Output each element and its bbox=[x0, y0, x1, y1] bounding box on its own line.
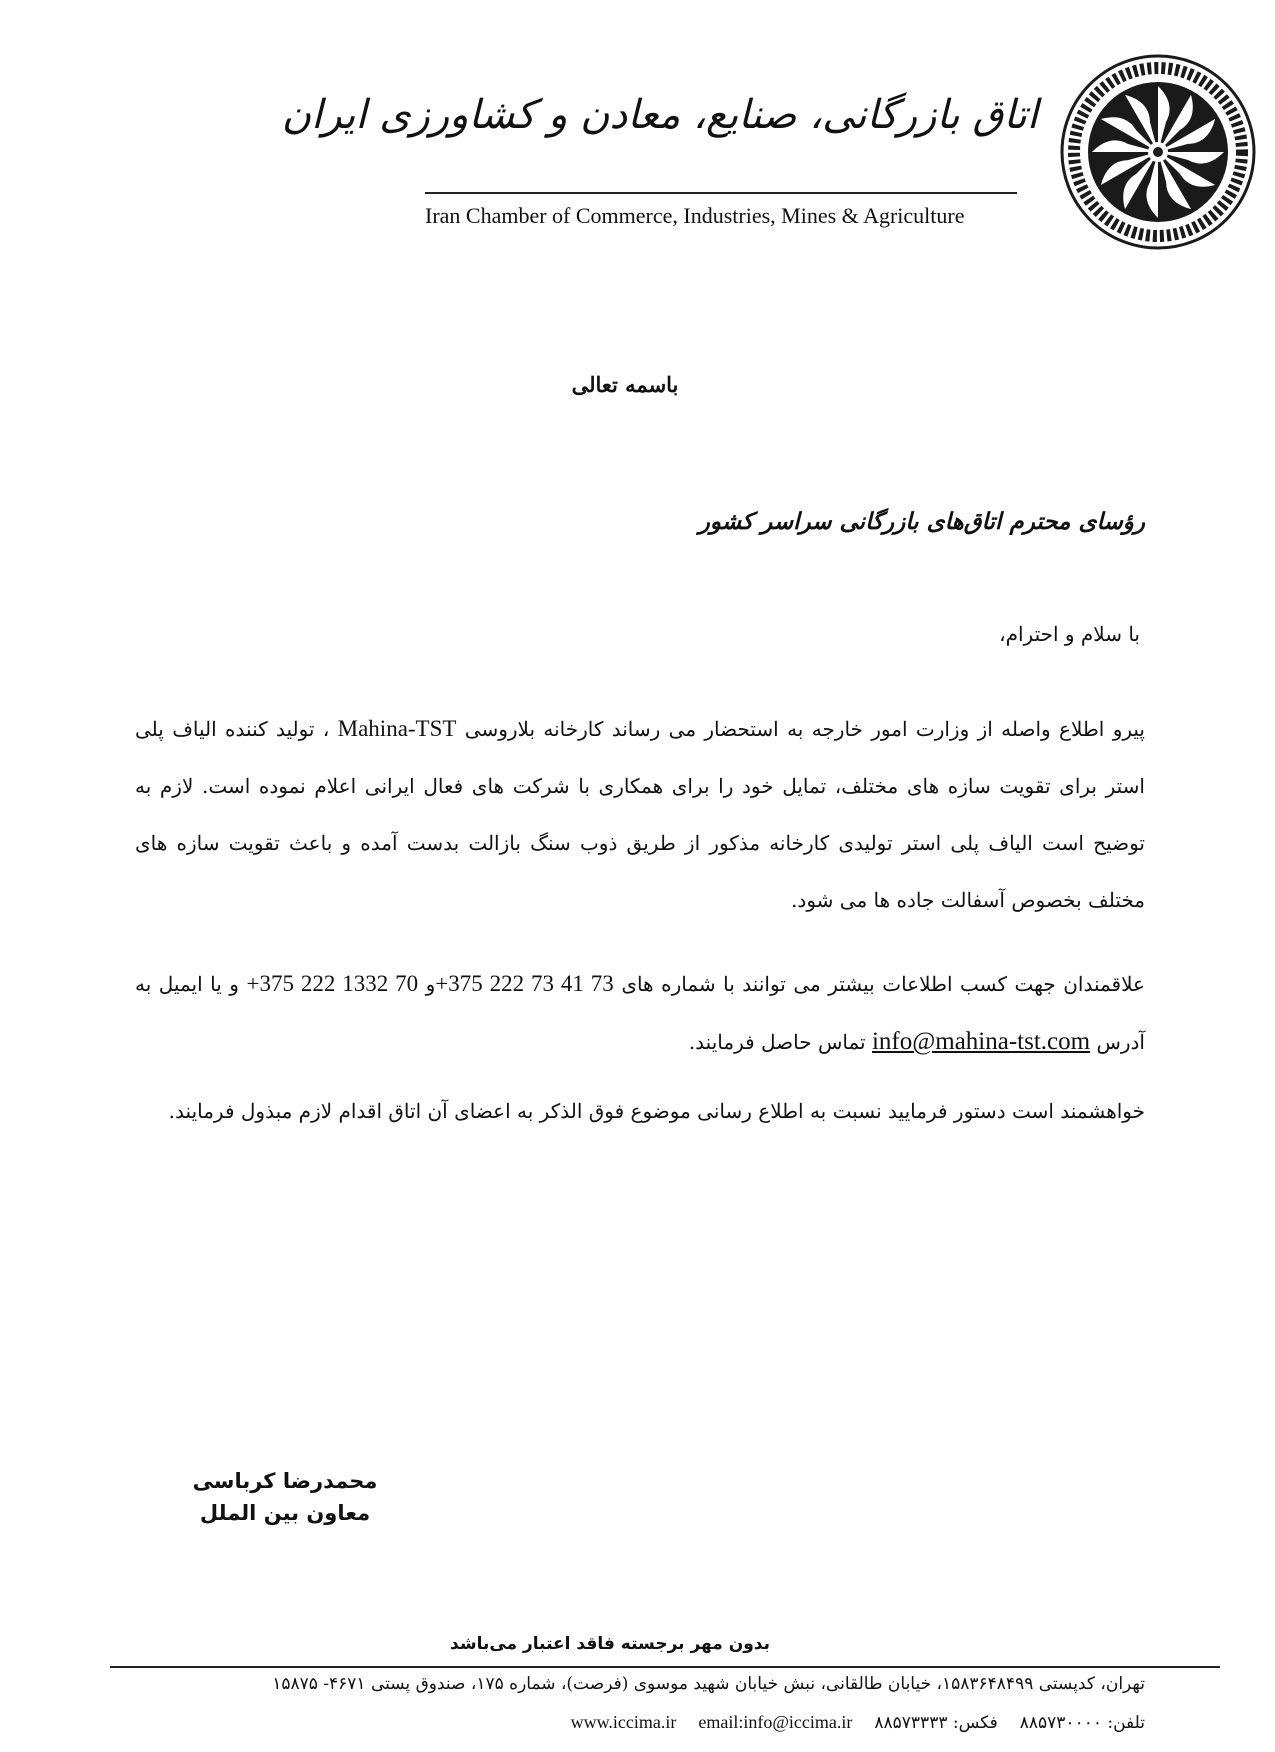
para1-text-b: ، تولید کننده الیاف پلی استر برای تقویت سازه های مختلف، تمایل خود را برای همکاری با شرکت های فعال ایرانی اعلام نموده است. لازم به توضیح است الیاف پلی استر تولیدی کارخانه مذکور از طریق ذوب سنگ بازالت بدست آمده و باعث تقویت سازه های مختلف بخصوص آسفالت جاده ها می شود. bbox=[135, 717, 1145, 912]
stamp-validity-note: بدون مهر برجسته فاقد اعتبار می‌باشد bbox=[450, 1634, 770, 1654]
signatory-title: معاون بین الملل bbox=[199, 1501, 371, 1525]
footer-fax: فکس: ۸۸۵۷۳۳۳۳ bbox=[874, 1713, 998, 1733]
header-divider bbox=[425, 192, 1017, 194]
paragraph-2 bbox=[135, 955, 1145, 1071]
para2-and: و bbox=[425, 972, 436, 996]
signatory-name: محمدرضا کرباسی bbox=[192, 1469, 378, 1493]
footer-email[interactable]: email:info@iccima.ir bbox=[698, 1712, 853, 1732]
recipient: رؤسای محترم اتاق‌های بازرگانی سراسر کشور bbox=[698, 508, 1145, 535]
footer-phone: تلفن: ۸۸۵۷۳۰۰۰۰ bbox=[1019, 1713, 1145, 1733]
footer-address: تهران، کدپستی ۱۵۸۳۶۴۸۴۹۹، خیابان طالقانی، نبش خیابان شهید موسوی (فرصت)، شماره ۱۷۵، صندوق پستی ۴۶۷۱- ۱۵۸۷۵ bbox=[272, 1674, 1145, 1694]
invocation: باسمه تعالی bbox=[571, 372, 679, 397]
chamber-logo bbox=[1058, 52, 1258, 252]
footer-divider bbox=[110, 1666, 1220, 1668]
footer-website[interactable]: www.iccima.ir bbox=[570, 1712, 677, 1732]
signature-block bbox=[170, 1465, 400, 1529]
company-name: Mahina-TST bbox=[337, 716, 457, 741]
para2-text-a: علاقمندان جهت کسب اطلاعات بیشتر می توانند با شماره های bbox=[621, 972, 1145, 996]
para2-text-c: تماس حاصل فرمایند. bbox=[688, 1030, 866, 1054]
para1-text-a: پیرو اطلاع واصله از وزارت امور خارجه به استحضار می رساند کارخانه بلاروسی bbox=[464, 717, 1145, 741]
email-link[interactable]: info@mahina-tst.com bbox=[871, 1028, 1091, 1055]
phone-number-2: +375 222 1332 70 bbox=[246, 971, 419, 996]
paragraph-3: خواهشمند است دستور فرمایید نسبت به اطلاع رسانی موضوع فوق الذکر به اعضای آن اتاق اقدام لازم مبذول فرمایند. bbox=[168, 1099, 1145, 1123]
para2-text-b: و یا ایمیل به آدرس bbox=[135, 972, 1145, 1054]
paragraph-1 bbox=[135, 700, 1145, 929]
header-title-fa: اتاق بازرگانی، صنایع، معادن و کشاورزی ایران bbox=[281, 92, 1038, 138]
greeting: با سلام و احترام، bbox=[999, 622, 1140, 646]
footer-contact bbox=[105, 1712, 1145, 1733]
header-title-en: Iran Chamber of Commerce, Industries, Mines & Agriculture bbox=[425, 203, 965, 228]
phone-number-1: +375 222 73 41 73 bbox=[435, 971, 614, 996]
